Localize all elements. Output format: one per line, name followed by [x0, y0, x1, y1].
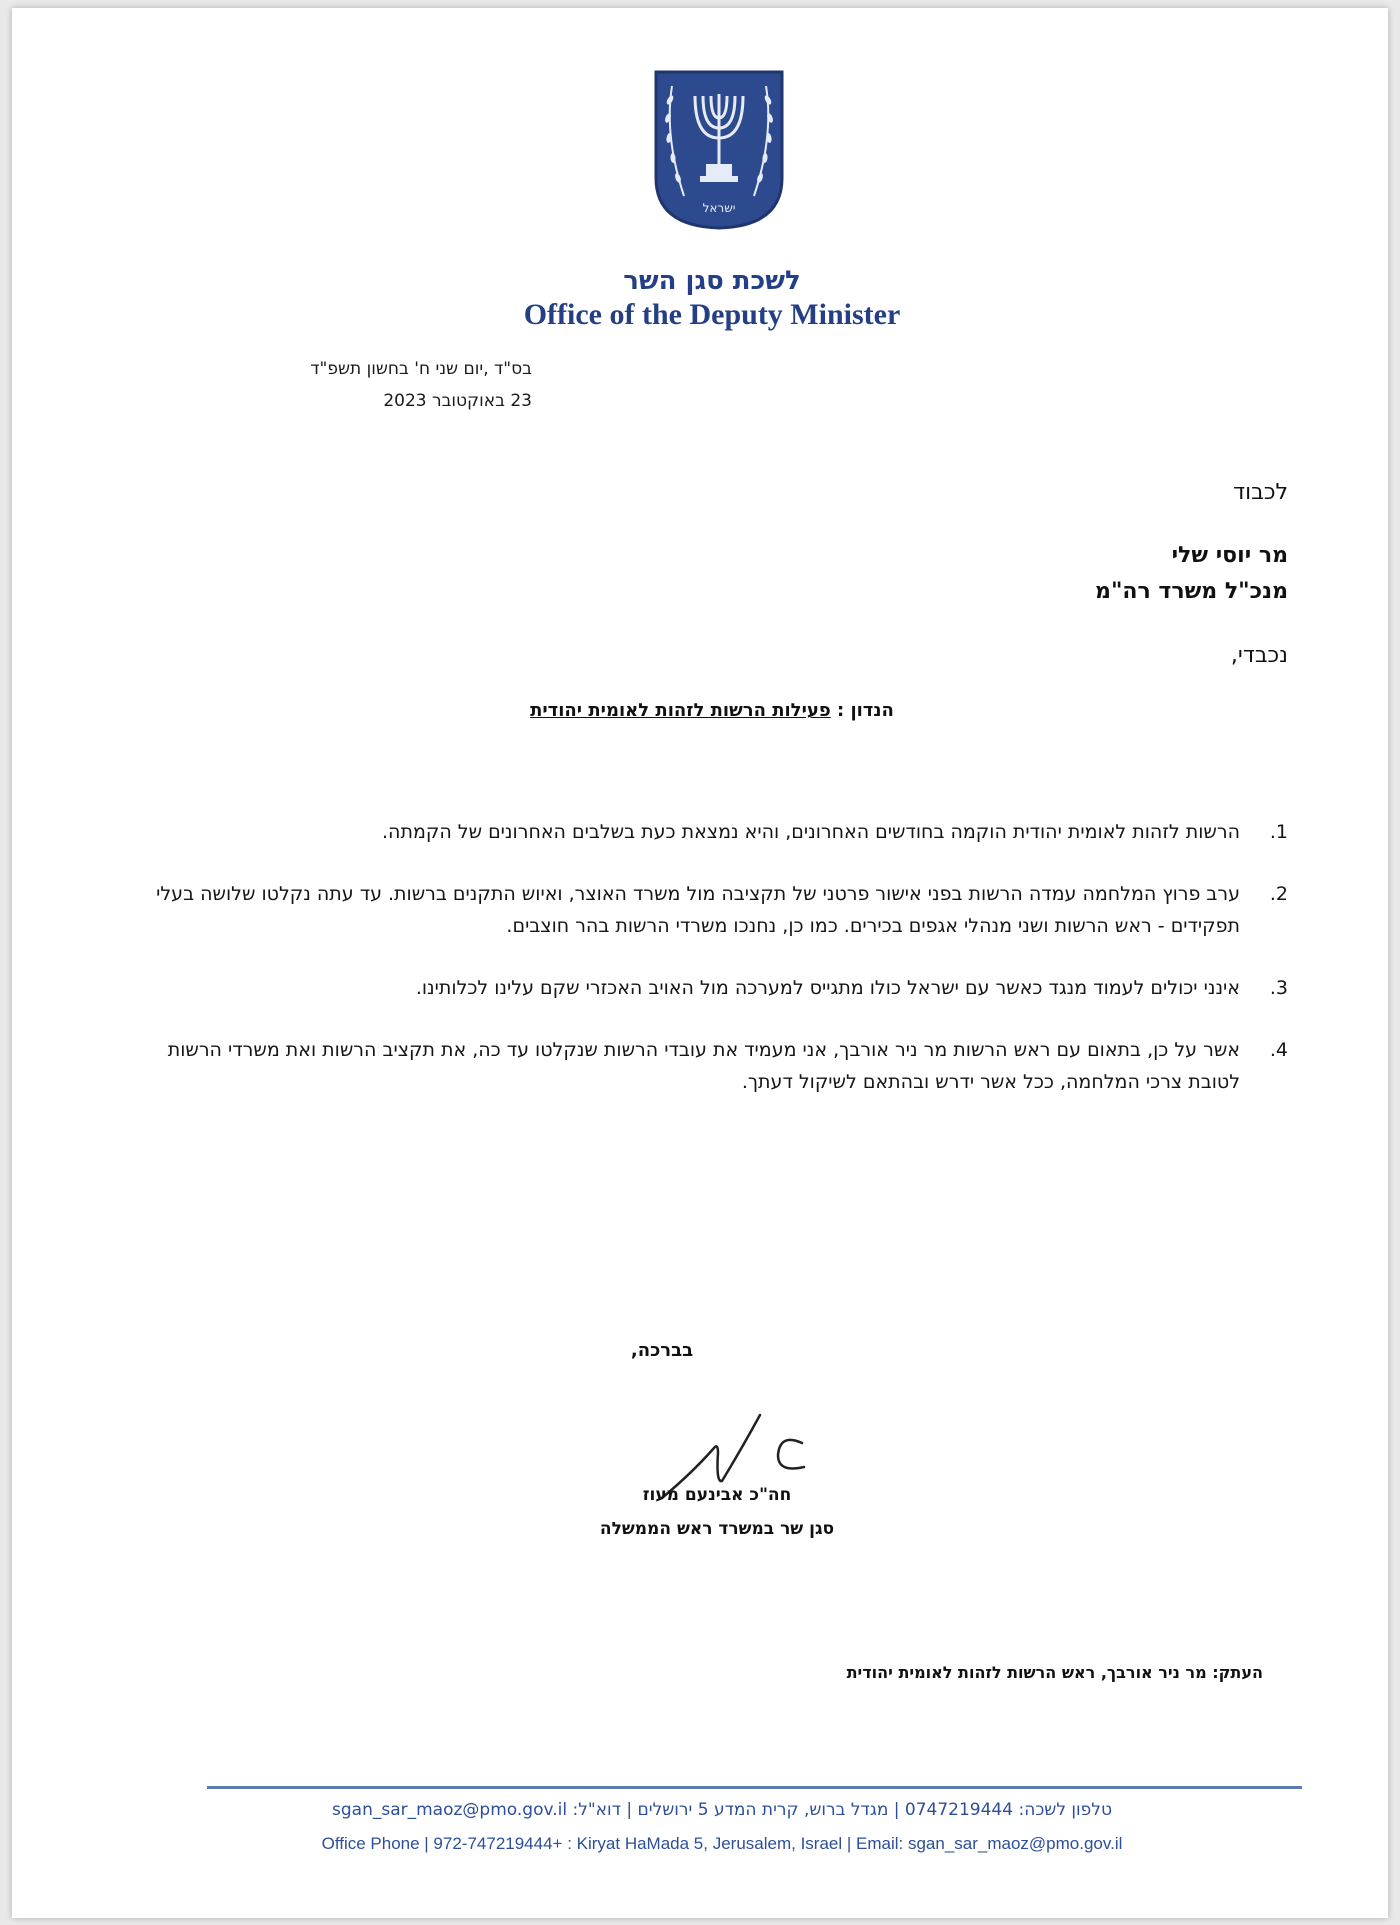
cc-line: [563, 1663, 1263, 1682]
paragraph-4: [138, 1034, 1288, 1098]
letter-page: [12, 8, 1388, 1918]
paragraph-text: אשר על כן, בתאום עם ראש הרשות מר ניר אורבך, אני מעמיד את עובדי הרשות שנקלטו עד כה, את תקציב הרשות ואת משרדי הרשות לטובת צרכי המלחמה, ככל אשר ידרש ובהתאם לשיקול דעתך.: [167, 1039, 1240, 1093]
cc-text: מר ניר אורבך, ראש הרשות לזהות לאומית יהודית: [846, 1663, 1207, 1682]
paragraph-number: 4.: [1269, 1039, 1288, 1061]
recipient-name: מר יוסי שלי: [1171, 543, 1288, 568]
paragraph-text: ערב פרוץ המלחמה עמדה הרשות בפני אישור פרטני של תקציבה מול משרד האוצר, ואיוש התקנים ברשות. עד עתה נקלטו שלושה בעלי תפקידים - ראש הרשות ושני מנהלי אגפים בכירים. כמו כן, נחנכו משרדי הרשות בהר חוצבים.: [156, 883, 1240, 937]
closing: בברכה,: [630, 1340, 694, 1361]
paragraph-text: הרשות לזהות לאומית יהודית הוקמה בחודשים האחרונים, והיא נמצאת כעת בשלבים האחרונים של הקמתה.: [382, 821, 1240, 843]
signer-block: [492, 1478, 942, 1546]
to-label: לכבוד: [1233, 480, 1288, 505]
paragraph-text: אינני יכולים לעמוד מנגד כאשר עם ישראל כולו מתגייס למערכה מול האויב האכזרי שקם עלינו לכלותינו.: [415, 977, 1240, 999]
paragraph-1: [138, 816, 1288, 848]
paragraph-number: 3.: [1269, 977, 1288, 999]
paragraph-number: 1.: [1269, 821, 1288, 843]
gregorian-date: 23 באוקטובר 2023: [383, 391, 532, 411]
letter-body: [138, 816, 1288, 1128]
signer-role: סגן שר במשרד ראש הממשלה: [599, 1519, 835, 1539]
subject-text: פעילות הרשות לזהות לאומית יהודית: [530, 700, 831, 721]
emblem-caption: ישראל: [702, 201, 736, 215]
letter-date: [172, 353, 532, 417]
subject-line: [392, 700, 1032, 721]
recipient-title: מנכ"ל משרד רה"מ: [1095, 579, 1288, 604]
paragraph-3: [138, 972, 1288, 1004]
subject-label: הנדון :: [836, 700, 894, 721]
signer-name: חה"כ אבינעם מעוז: [642, 1485, 792, 1505]
addressee-block: [588, 538, 1288, 610]
footer-hebrew: טלפון לשכה: 0747219444 | מגדל ברוש, קרית המדע 5 ירושלים | דוא"ל: sgan_sar_maoz@pmo.gov.il: [332, 1800, 1112, 1820]
hebrew-date: בס"ד ,יום שני ח' בחשון תשפ"ד: [310, 359, 532, 379]
cc-label: העתק:: [1212, 1663, 1263, 1682]
paragraph-number: 2.: [1269, 883, 1288, 905]
office-title-hebrew: לשכת סגן השר: [623, 266, 801, 296]
greeting: נכבדי,: [1230, 643, 1288, 668]
office-title-english: Office of the Deputy Minister: [523, 298, 901, 331]
footer-divider: [207, 1786, 1302, 1789]
paragraph-2: [138, 878, 1288, 942]
state-emblem-icon: [650, 66, 788, 231]
footer-english: Office Phone | 972-747219444+ : Kiryat HaMada 5, Jerusalem, Israel | Email: sgan_sar_maoz@pmo.gov.il: [321, 1834, 1123, 1853]
